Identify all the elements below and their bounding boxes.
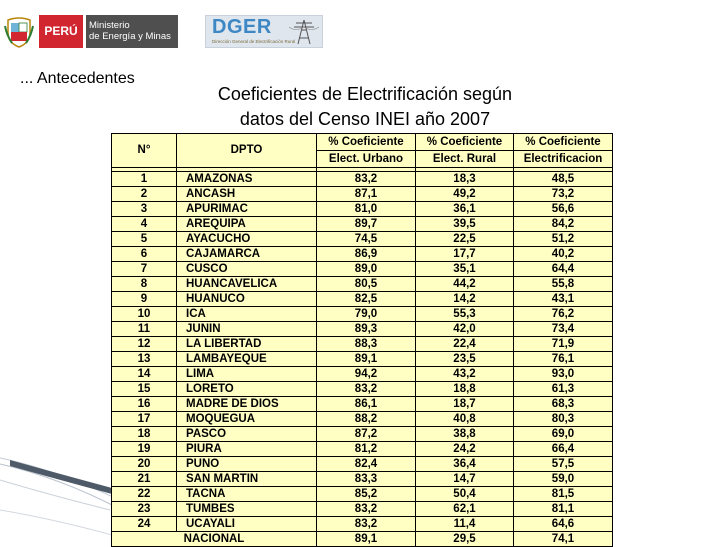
- cell-n: 15: [112, 382, 177, 397]
- cell-dpto: PASCO: [177, 427, 317, 442]
- cell-n: 16: [112, 397, 177, 412]
- table-row: [112, 262, 613, 277]
- cell-dpto: CAJAMARCA: [177, 247, 317, 262]
- cell-rural: 44,2: [416, 277, 514, 292]
- header-n: N°: [112, 134, 177, 168]
- cell-rural: 35,1: [416, 262, 514, 277]
- cell-urbano: 89,7: [317, 217, 416, 232]
- cell-rural: 62,1: [416, 502, 514, 517]
- table-row: [112, 517, 613, 532]
- table-row: [112, 322, 613, 337]
- cell-n: 9: [112, 292, 177, 307]
- cell-urbano: 74,5: [317, 232, 416, 247]
- cell-urbano: 83,2: [317, 382, 416, 397]
- cell-n: 22: [112, 487, 177, 502]
- cell-rural: 49,2: [416, 187, 514, 202]
- dger-subtitle: Dirección General de Electrificación Rural: [212, 39, 296, 44]
- cell-dpto: MADRE DE DIOS: [177, 397, 317, 412]
- cell-n: 6: [112, 247, 177, 262]
- cell-nacional-rural: 29,5: [416, 532, 514, 547]
- cell-rural: 17,7: [416, 247, 514, 262]
- cell-rural: 39,5: [416, 217, 514, 232]
- section-label: ... Antecedentes: [20, 70, 135, 87]
- cell-total: 76,1: [514, 352, 613, 367]
- cell-total: 93,0: [514, 367, 613, 382]
- cell-nacional-total: 74,1: [514, 532, 613, 547]
- cell-urbano: 80,5: [317, 277, 416, 292]
- dger-label: DGER: [212, 16, 272, 38]
- cell-urbano: 85,2: [317, 487, 416, 502]
- cell-urbano: 88,2: [317, 412, 416, 427]
- cell-total: 81,5: [514, 487, 613, 502]
- cell-total: 43,1: [514, 292, 613, 307]
- cell-total: 84,2: [514, 217, 613, 232]
- cell-urbano: 83,2: [317, 517, 416, 532]
- cell-total: 64,4: [514, 262, 613, 277]
- cell-rural: 24,2: [416, 442, 514, 457]
- cell-dpto: APURIMAC: [177, 202, 317, 217]
- cell-nacional-label: NACIONAL: [112, 532, 317, 547]
- cell-dpto: CUSCO: [177, 262, 317, 277]
- cell-total: 40,2: [514, 247, 613, 262]
- cell-urbano: 89,3: [317, 322, 416, 337]
- header-dpto: DPTO: [177, 134, 317, 168]
- cell-dpto: MOQUEGUA: [177, 412, 317, 427]
- cell-n: 11: [112, 322, 177, 337]
- cell-urbano: 86,1: [317, 397, 416, 412]
- cell-n: 18: [112, 427, 177, 442]
- table-row: [112, 412, 613, 427]
- cell-urbano: 81,0: [317, 202, 416, 217]
- cell-urbano: 88,3: [317, 337, 416, 352]
- cell-rural: 43,2: [416, 367, 514, 382]
- cell-total: 55,8: [514, 277, 613, 292]
- table-row: [112, 202, 613, 217]
- cell-rural: 38,8: [416, 427, 514, 442]
- cell-urbano: 79,0: [317, 307, 416, 322]
- cell-rural: 42,0: [416, 322, 514, 337]
- dger-logo: [205, 15, 323, 48]
- cell-total: 80,3: [514, 412, 613, 427]
- cell-dpto: HUANUCO: [177, 292, 317, 307]
- table-row: [112, 502, 613, 517]
- coat-of-arms-icon: [4, 16, 34, 48]
- table-row: [112, 397, 613, 412]
- peru-label: PERÚ: [39, 15, 83, 48]
- cell-nacional-urbano: 89,1: [317, 532, 416, 547]
- cell-dpto: AMAZONAS: [177, 172, 317, 187]
- cell-dpto: TACNA: [177, 487, 317, 502]
- cell-urbano: 87,1: [317, 187, 416, 202]
- cell-rural: 18,7: [416, 397, 514, 412]
- cell-rural: 18,8: [416, 382, 514, 397]
- table-row: [112, 187, 613, 202]
- cell-total: 61,3: [514, 382, 613, 397]
- table-total-row: [112, 532, 613, 547]
- table-row: [112, 352, 613, 367]
- cell-total: 81,1: [514, 502, 613, 517]
- table-row: [112, 457, 613, 472]
- cell-n: 24: [112, 517, 177, 532]
- cell-dpto: ANCASH: [177, 187, 317, 202]
- cell-dpto: LIMA: [177, 367, 317, 382]
- cell-n: 13: [112, 352, 177, 367]
- cell-dpto: ICA: [177, 307, 317, 322]
- cell-rural: 23,5: [416, 352, 514, 367]
- cell-dpto: PIURA: [177, 442, 317, 457]
- cell-n: 17: [112, 412, 177, 427]
- cell-dpto: AYACUCHO: [177, 232, 317, 247]
- table-row: [112, 217, 613, 232]
- cell-urbano: 89,1: [317, 352, 416, 367]
- table-row: [112, 292, 613, 307]
- cell-dpto: PUNO: [177, 457, 317, 472]
- cell-rural: 14,2: [416, 292, 514, 307]
- cell-dpto: LAMBAYEQUE: [177, 352, 317, 367]
- page-title: [170, 82, 560, 132]
- cell-urbano: 87,2: [317, 427, 416, 442]
- electrification-table: [111, 133, 613, 547]
- cell-n: 7: [112, 262, 177, 277]
- cell-n: 12: [112, 337, 177, 352]
- power-tower-icon: [289, 18, 319, 46]
- ministerio-label: [86, 15, 178, 48]
- table-row: [112, 307, 613, 322]
- title-line-1: Coeficientes de Electrificación según: [217, 84, 513, 104]
- cell-n: 19: [112, 442, 177, 457]
- header-total-1: % Coeficiente: [514, 134, 613, 151]
- header-rural-1: % Coeficiente: [416, 134, 514, 151]
- cell-n: 8: [112, 277, 177, 292]
- cell-total: 69,0: [514, 427, 613, 442]
- cell-rural: 40,8: [416, 412, 514, 427]
- cell-dpto: JUNIN: [177, 322, 317, 337]
- cell-urbano: 89,0: [317, 262, 416, 277]
- minem-logo: [2, 15, 176, 48]
- cell-rural: 18,3: [416, 172, 514, 187]
- table-row: [112, 442, 613, 457]
- cell-dpto: SAN MARTIN: [177, 472, 317, 487]
- cell-n: 14: [112, 367, 177, 382]
- table-row: [112, 247, 613, 262]
- header-urbano-1: % Coeficiente: [317, 134, 416, 151]
- cell-total: 73,4: [514, 322, 613, 337]
- table-row: [112, 472, 613, 487]
- cell-rural: 14,7: [416, 472, 514, 487]
- cell-total: 71,9: [514, 337, 613, 352]
- cell-dpto: LORETO: [177, 382, 317, 397]
- table-row: [112, 367, 613, 382]
- cell-total: 48,5: [514, 172, 613, 187]
- cell-n: 3: [112, 202, 177, 217]
- cell-urbano: 83,2: [317, 502, 416, 517]
- cell-rural: 22,5: [416, 232, 514, 247]
- cell-total: 68,3: [514, 397, 613, 412]
- table-row: [112, 427, 613, 442]
- cell-n: 10: [112, 307, 177, 322]
- ministerio-line2: de Energía y Minas: [89, 31, 171, 42]
- cell-urbano: 94,2: [317, 367, 416, 382]
- cell-rural: 36,1: [416, 202, 514, 217]
- cell-n: 23: [112, 502, 177, 517]
- cell-total: 73,2: [514, 187, 613, 202]
- table-row: [112, 277, 613, 292]
- table-row: [112, 382, 613, 397]
- table-row: [112, 337, 613, 352]
- cell-rural: 36,4: [416, 457, 514, 472]
- cell-dpto: AREQUIPA: [177, 217, 317, 232]
- header-rural-2: Elect. Rural: [416, 151, 514, 168]
- cell-n: 2: [112, 187, 177, 202]
- table-row: [112, 232, 613, 247]
- cell-total: 56,6: [514, 202, 613, 217]
- title-line-2: datos del Censo INEI año 2007: [239, 109, 491, 129]
- cell-urbano: 81,2: [317, 442, 416, 457]
- table-header-row: [112, 134, 613, 151]
- cell-n: 5: [112, 232, 177, 247]
- cell-urbano: 82,5: [317, 292, 416, 307]
- cell-total: 59,0: [514, 472, 613, 487]
- cell-rural: 11,4: [416, 517, 514, 532]
- ministerio-line1: Ministerio: [89, 20, 130, 31]
- cell-total: 66,4: [514, 442, 613, 457]
- cell-total: 51,2: [514, 232, 613, 247]
- cell-urbano: 82,4: [317, 457, 416, 472]
- cell-n: 20: [112, 457, 177, 472]
- cell-dpto: TUMBES: [177, 502, 317, 517]
- cell-urbano: 83,3: [317, 472, 416, 487]
- table-row: [112, 487, 613, 502]
- cell-dpto: LA LIBERTAD: [177, 337, 317, 352]
- cell-dpto: UCAYALI: [177, 517, 317, 532]
- cell-urbano: 83,2: [317, 172, 416, 187]
- cell-urbano: 86,9: [317, 247, 416, 262]
- cell-n: 4: [112, 217, 177, 232]
- cell-n: 1: [112, 172, 177, 187]
- header-total-2: Electrificacion: [514, 151, 613, 168]
- table-row: [112, 172, 613, 187]
- cell-total: 76,2: [514, 307, 613, 322]
- cell-rural: 22,4: [416, 337, 514, 352]
- cell-total: 57,5: [514, 457, 613, 472]
- cell-rural: 55,3: [416, 307, 514, 322]
- cell-rural: 50,4: [416, 487, 514, 502]
- cell-total: 64,6: [514, 517, 613, 532]
- header-urbano-2: Elect. Urbano: [317, 151, 416, 168]
- cell-n: 21: [112, 472, 177, 487]
- cell-dpto: HUANCAVELICA: [177, 277, 317, 292]
